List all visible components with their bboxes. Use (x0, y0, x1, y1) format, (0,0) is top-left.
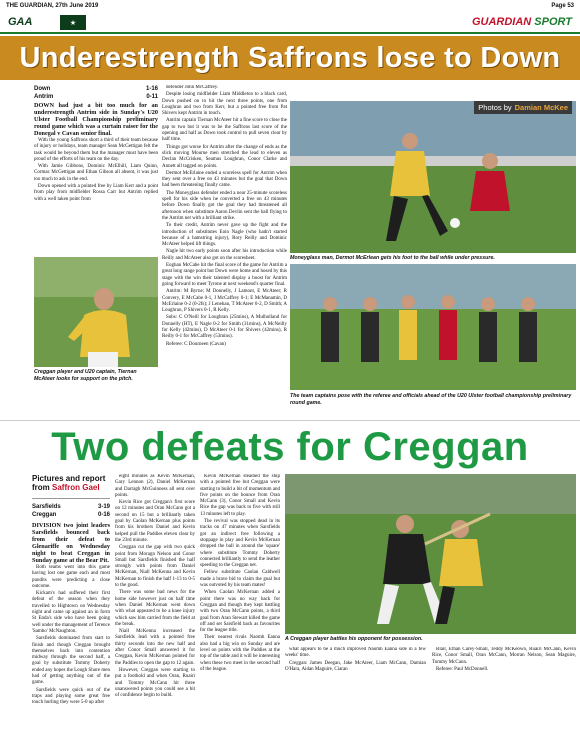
paper-date: THE GUARDIAN, 27th June 2019 (6, 3, 99, 9)
story1-column-1 (34, 102, 158, 254)
byline-from: from (32, 483, 50, 492)
story2-headline: Two defeats for Creggan (51, 424, 529, 469)
team-score: 0-11 (146, 94, 158, 100)
paragraph: There was some bad news for the home side however just on half time when Daniel McKernan went down with what appeared to be a knee injury which saw him carried from the field at the break. (115, 590, 195, 627)
photo-credit (474, 101, 572, 114)
team-name: Sarsfields (32, 504, 61, 510)
score-row (34, 93, 158, 101)
story-divider (0, 420, 580, 421)
byline-line-1: Pictures and report (32, 474, 106, 483)
photo-illustration (290, 101, 576, 253)
score-row (34, 85, 158, 93)
section-brand (472, 16, 572, 28)
paragraph: Kevin Rice got Creggan's first score on 12 minutes and Oran McCann got a second on 15 but a brilliantly taken goal by Caolan McKernan plus points from his brothers Daniel and Kevin helped pull the Paddies eleven clear by the 23rd minute. (115, 500, 195, 543)
paragraph: To their credit, Antrim never gave up the fight and the introduction of substitutes Eoin Nagle (who hadn't started because of a hamstring injury), Rory Reilly and Dominic McAteer helped lift things. (162, 223, 287, 248)
paragraph: The revival was stopped dead in its tracks on 47 minutes when Sarsfields got an indirect free following a stoppage in play and Kevin McKernan dropped the ball in around the 'square' where substitute Tommy Doherty connected brilliantly to send the leather speeding to the Creggan net. (200, 519, 280, 569)
story1-column-2 (162, 85, 287, 407)
paragraph: Sarsfields dominated from start to finish and though Creggan brought themselves back into contention midway through the second half, a goal by substitute Tommy Doherty ended any hopes the Lough Shore men had of getting anything out of the game. (32, 636, 110, 686)
photo-illustration (285, 474, 576, 634)
paragraph: Both teams went into this game having lost one game each and most pundits were predicting a close outcome. (32, 565, 110, 589)
brand-sport: SPORT (534, 16, 572, 28)
paragraph: Referee: Paul McDonnell. (436, 666, 489, 672)
paragraph: Blair, Ethan Carey-Small, Teddy McKeown, Ruairi McCann, Kevin Rice, Conor Small, Oran McCann, Morran Nelson, Sean Maguire, Tommy McCann. (432, 647, 576, 665)
team-name: Creggan (32, 512, 57, 518)
caption-creggan-player: A Creggan player battles his opponent for possession. (285, 636, 423, 642)
story1-headline-bar (0, 36, 580, 80)
paragraph: Eoghan McCabe hit the final score of the game for Antrim a great long range point but Down were home and hosed by this stage with the win their talented display a boost for Antrim going forward to meet Tyrone at next weekend's quarter final. (162, 263, 287, 287)
paragraph: Down opened with a pointed free by Liam Kerr and a point from play from midfielder Rossa Carr but Antrim replied with a well taken point from (34, 184, 158, 202)
team-name: Antrim (34, 94, 54, 100)
story2-column-4 (285, 647, 426, 732)
photo-credit-name: Damian McKee (514, 103, 568, 112)
story2-column-2 (115, 474, 195, 732)
story2-column-3 (200, 474, 280, 732)
paragraph: Referee: C Dourneen (Cavan) (166, 341, 226, 347)
paragraph: Creggan: James Deegan, Jake McAteer, Liam McCann, Damian O'Hara, Aidan Maguire, Ciaran (285, 660, 426, 672)
team-score: 1-16 (145, 86, 158, 92)
paragraph: When Caolan McKernan added a point there was no way back for Creggan and though they kept battling with two Oran McCann points, a third goal from Aran Stewart killed the game off and set Sarsfield back as favourites for the league title. (200, 590, 280, 634)
caption-team-captains: The team captains pose with the referee and officials ahead of the U20 Ulster football championship preliminary round game. (290, 393, 572, 406)
story1-scoreline (34, 85, 158, 101)
photo-team-captains (290, 264, 576, 390)
byline-box (32, 474, 110, 499)
photo-creggan-captain (34, 257, 158, 367)
paragraph: Nagle hit two early points soon after his introduction while Reilly and McAteer also got on the scoresheet. (162, 249, 287, 261)
paragraph: Antrim captain Tiernan McAteer hit a fine score to close the gap to two but it was to be the Saffrons last score of the opening and half as Down took control to pull seven clear by half time. (162, 118, 287, 143)
photo-credit-label: Photos by (478, 103, 512, 112)
photo-creggan-player (285, 474, 576, 634)
caption-creggan-captain: Creggan player and U20 captain, Tiernan McAteer looks for support on the pitch. (34, 369, 137, 382)
paragraph: defender John McCaffrey. (166, 85, 219, 90)
score-row (32, 503, 110, 511)
story1-headline: Underestrength Saffrons lose to Down (19, 41, 561, 74)
team-name: Down (34, 86, 51, 92)
photo-moneyglass (290, 101, 576, 253)
story2-column-5 (432, 647, 576, 732)
paragraph: Subs: C O'Neill for Loughran (25mins), A Mulholland for Donnelly (HT), E Nagle 0-2 for Smith (31mins), A McNeilly for Kelly (42mins), D McAteer 0-1 for Shivers (42mins), R Reilly 0-1 for McCaffrey (53mins). (162, 315, 287, 340)
caption-moneyglass: Moneyglass man, Dermot McErlean gets his foot to the ball while under pressure. (290, 255, 495, 261)
photo-illustration (34, 257, 158, 367)
crest-icon: ★ (60, 15, 86, 30)
paragraph: However, Creggan were starting to put a foothold and when Oran, Ruairi and Tommy McCann hit three unanswered points you could see a bit of confidence begin to build. (115, 667, 195, 699)
paragraph: Their nearest rivals Naomh Eanna also had a big win on Sunday and are level on points with the Paddies at the top of the table and it will be interesting when these two meet in the second half of the league. (200, 635, 280, 672)
team-score: 0-16 (97, 512, 110, 518)
photo-illustration (290, 264, 576, 390)
paragraph: Sarsfields were quick out of the traps and playing some great free touch hurling they were 5-0 up after (32, 687, 110, 706)
story2-scoreline (32, 503, 110, 519)
story1-lead: DOWN had just a bit too much for an underestrength Antrim side in Sunday's U20 Ulster Football Championship preliminary round game which was a curtain raiser for the Donegal v Cavan senior final. (34, 102, 158, 137)
paragraph: Things got worse for Antrim after the change of ends as the slick moving Mourne men stretched the lead to eleven as Declan McCrisken, Seamus Loughran, Conor Clarke and Annett all tagged on points. (162, 144, 287, 169)
story2-headline-bar (0, 423, 580, 471)
story2-column-1 (32, 522, 110, 732)
section-gaa-label: GAA (8, 16, 33, 28)
paragraph: The Moneyglass defender ended a near 25-minute scoreless spell for his side when he converted a free on 43 minutes before Down finally got the goal they had threatened all afternoon when substitute Aaron Devlin sent the ball flying to the Antrim net with a brilliant strike. (162, 190, 287, 221)
paragraph: eight minutes as Kevin McKernan, Gary Lennon (2), Daniel McKernan and Darragh McGuinness all sent over points. (115, 474, 195, 498)
byline-line-2 (32, 483, 110, 492)
score-row (32, 511, 110, 519)
paragraph: Despite losing midfielder Liam Middleton to a black card, Down pushed on to hit the next three points, one from Loughran and two from Kerr, but a pointed free from Pat Shivers kept Antrim in touch. (162, 92, 287, 117)
paragraph: Creggan cut the gap with two quick point from Moragn Nelson and Conor Small but Sarsfields finished the half strongly with points from Daniel McKernan, Niall McKenna and Kevin McKernan to finish the half 1-13 to 0-5 to the good. (115, 545, 195, 589)
paragraph: Antrim: M Byrne; M Donnelly, J Lamont, E McAteer; R Convery, E McCabe 0-1, J McCaffrey 0-1; E McManamin, D McErlaine 0-2 (0-2fs); J Lenehan, T McAteer 0-2, D Smith; A Loughran, P Shivers 0-1, R Kelly. (162, 289, 287, 314)
paragraph: Kevin McKernan steadied the ship with a pointed free but Creggan were starting to build a bit of momentum and five points on the bounce from Oran McCann (3), Conor Small and Kevin Rice the gap was back to five with still 13 minutes left to play. (200, 474, 280, 517)
page-header-line (6, 3, 574, 12)
page-number: Page 53 (551, 3, 574, 9)
paragraph: what appears to be a much improved Naomh Eanna side in a few weeks' time. (285, 647, 426, 659)
paragraph: With the young Saffrons short a third of their team because of injury or holidays, team manager Sean McGettigan felt the task would be beyond them but the manager must have been proud of the efforts of his team on the day. (34, 138, 158, 162)
team-score: 3-19 (97, 504, 110, 510)
brand-guardian: GUARDIAN (471, 16, 532, 28)
byline-name: Saffron Gael (52, 483, 100, 492)
paragraph: With Jamie Gibbons, Dominic McElhill, Liam Quinn, Cormac McGettigan and Ethan Gibson all absent, it was just too much to ask in the end. (34, 164, 158, 182)
paragraph: Dermot McErlaine ended a scoreless spell for Antrim when they sent over a free on 43 minutes but the goal that Down had been threatening finally came. (162, 170, 287, 189)
paragraph: Niall McKenna increased the Sarsfields lead with a pointed free thirty seconds into the new half and after Conor Small answered it for Creggan, Kevin McKernan pointed for the Paddies to open the gap to 12 again. (115, 629, 195, 666)
paragraph: Kickam's had suffered their first defeat of the season when they travelled to Hightown on Wednesday night and came up against an in form St Enda's side who have been going well under the management of Terence 'Sambo' McNaughton. (32, 591, 110, 634)
story2-lead: DIVISION two joint leaders Sarsfields bounced back from their defeat to Glenariffe on Wednesday night to beat Creggan in Sunday game at the Bear Pit. (32, 522, 110, 564)
paragraph: Fellow substitute Caolan Caldwell made a brave bid to claim the goal but was outvoted by his team mates! (200, 570, 280, 589)
section-header (0, 13, 580, 34)
